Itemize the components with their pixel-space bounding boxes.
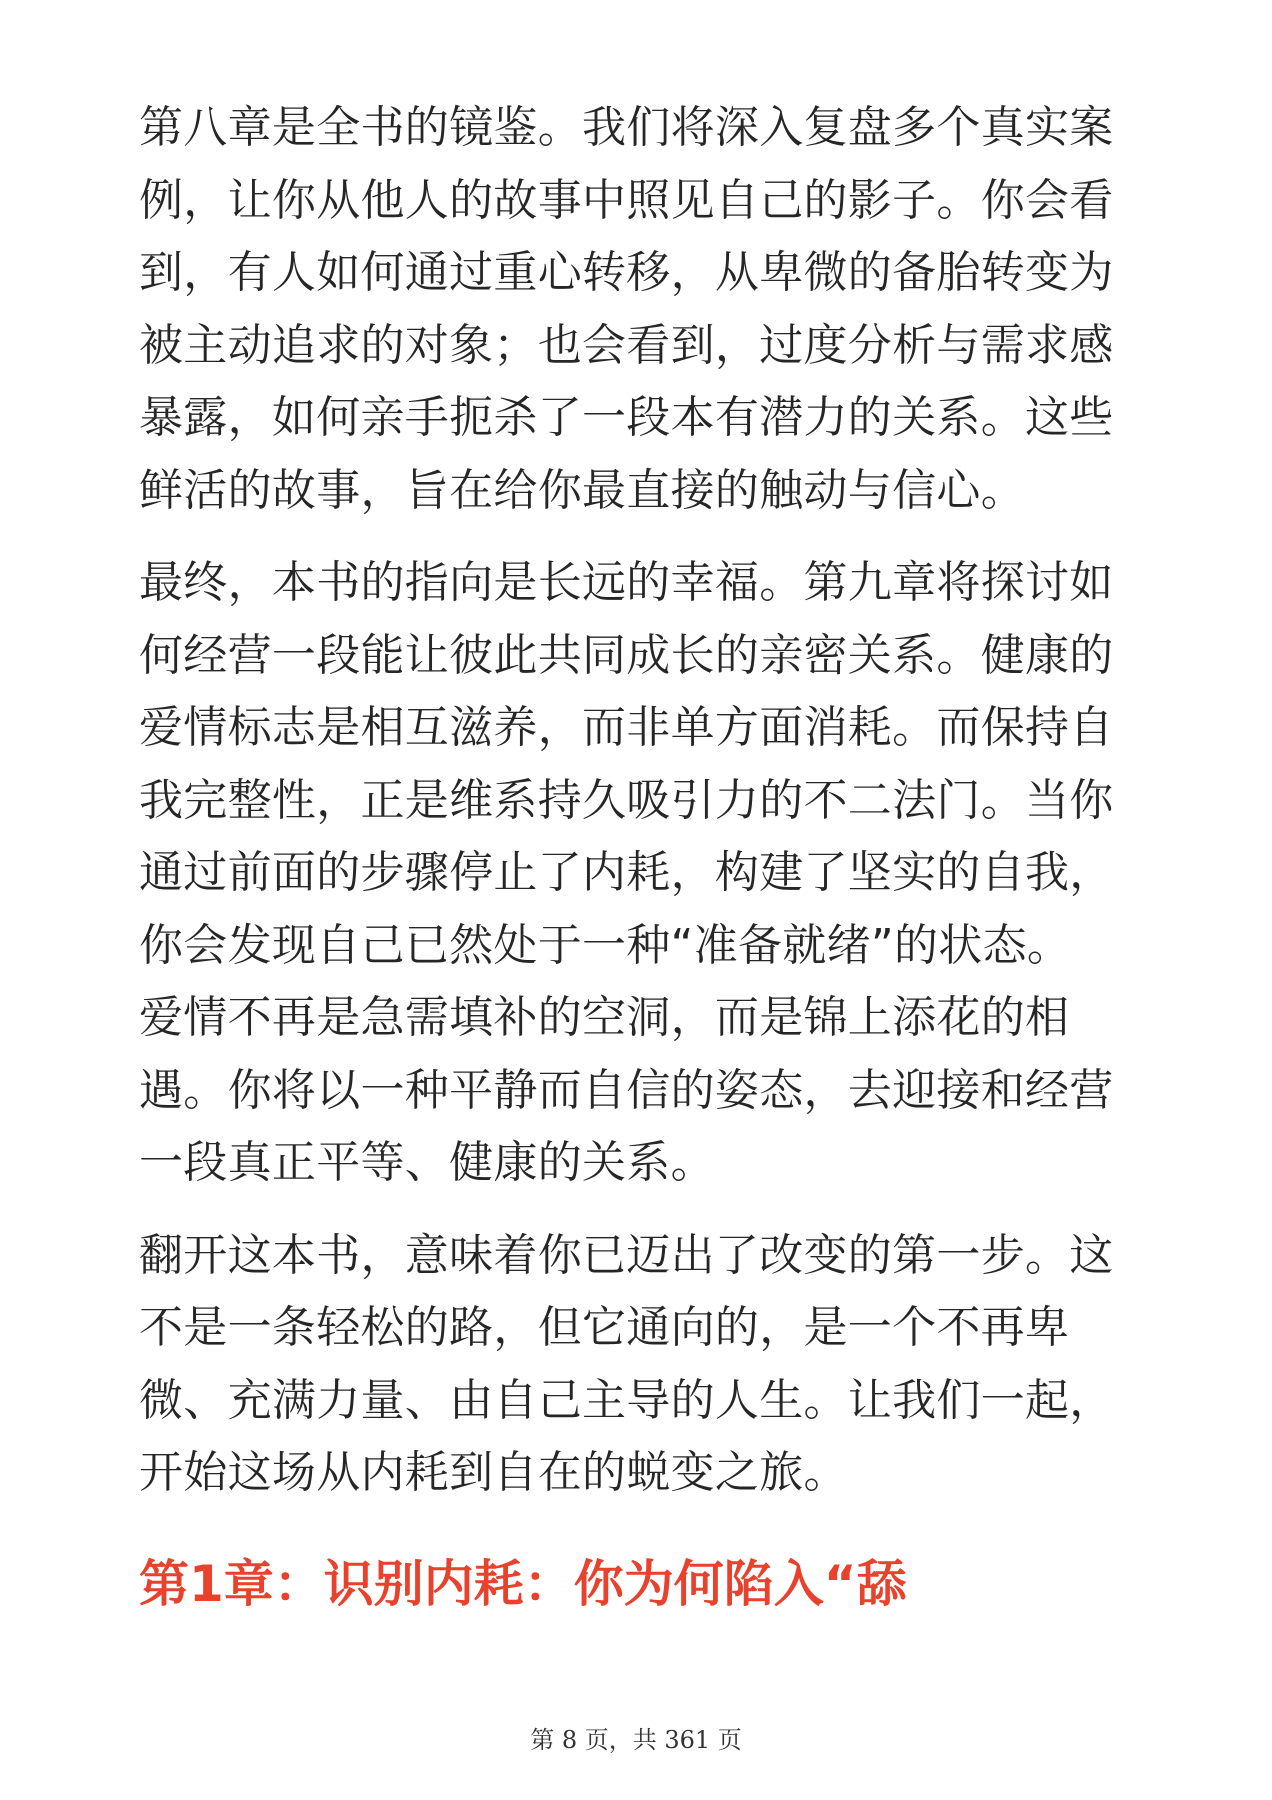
page-footer: 第 8 页，共 361 页 (530, 1726, 742, 1754)
text-line: 鲜活的故事，旨在给你最直接的触动与信心。 (139, 464, 1025, 516)
paragraph-chapter-eight (139, 92, 1139, 527)
paragraph-closing (139, 1220, 1139, 1510)
text-line: 通过前面的步骤停止了内耗，构建了坚实的自我， (139, 847, 1114, 898)
text-line: 我完整性，正是维系持久吸引力的不二法门。当你 (139, 774, 1114, 826)
text-line: 一段真正平等、健康的关系。 (139, 1137, 715, 1188)
text-line: 爱情标志是相互滋养，而非单方面消耗。而保持自 (139, 702, 1114, 753)
body-content (139, 92, 1139, 1530)
text-line: 例，让你从他人的故事中照见自己的影子。你会看 (139, 174, 1114, 226)
text-line: 不是一条轻松的路，但它通向的，是一个不再卑 (139, 1302, 1070, 1353)
chapter-heading: 第1章：识别内耗：你为何陷入“舔 (139, 1555, 907, 1613)
text-line: 开始这场从内耗到自在的蜕变之旅。 (139, 1447, 848, 1498)
text-line: 何经营一段能让彼此共同成长的亲密关系。健康的 (139, 629, 1114, 681)
paragraph-chapter-nine (139, 547, 1139, 1200)
text-line: 翻开这本书，意味着你已迈出了改变的第一步。这 (139, 1229, 1114, 1281)
text-line: 爱情不再是急需填补的空洞，而是锦上添花的相 (139, 992, 1070, 1043)
text-line: 第八章是全书的镜鉴。我们将深入复盘多个真实案 (139, 102, 1114, 153)
text-line: 暴露，如何亲手扼杀了一段本有潜力的关系。这些 (139, 392, 1114, 443)
text-line: 微、充满力量、由自己主导的人生。让我们一起， (139, 1374, 1114, 1426)
text-line: 被主动追求的对象；也会看到，过度分析与需求感 (139, 319, 1114, 371)
text-line: 你会发现自己已然处于一种“准备就绪”的状态。 (139, 919, 1072, 971)
text-line: 遇。你将以一种平静而自信的姿态，去迎接和经营 (139, 1064, 1114, 1116)
text-line: 最终，本书的指向是长远的幸福。第九章将探讨如 (139, 557, 1114, 608)
text-line: 到，有人如何通过重心转移，从卑微的备胎转变为 (139, 247, 1114, 298)
